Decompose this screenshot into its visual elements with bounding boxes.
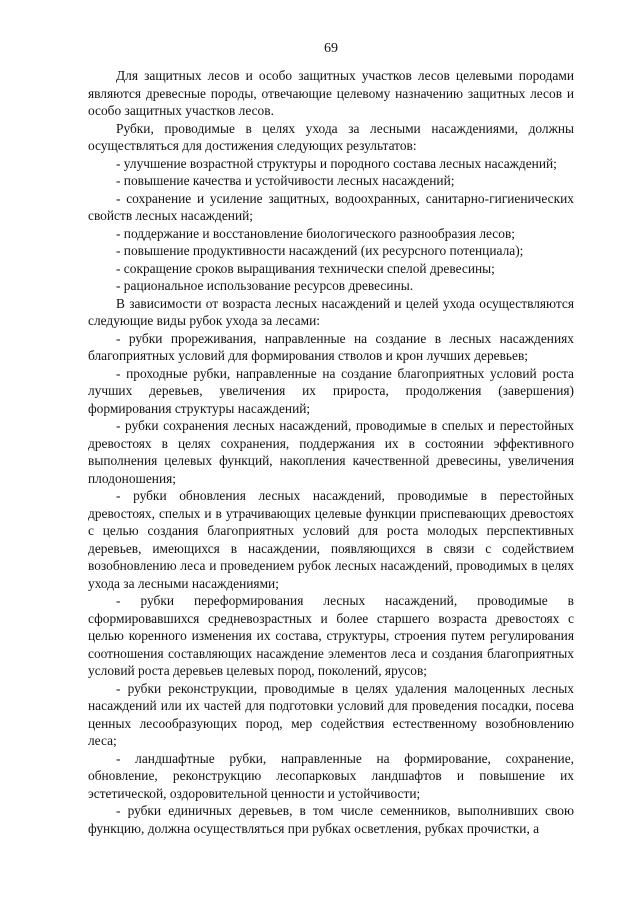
- list-item-thinning: - рубки прореживания, направленные на создание в лесных насаждениях благоприятных условий для формирования стволов и крон лучших деревьев;: [88, 330, 574, 363]
- paragraph-target-species: Для защитных лесов и особо защитных участков лесов целевыми породами являются древесные породы, отвечающие целевому назначению защитных лесов и особо защитных участков лесов.: [88, 68, 574, 118]
- list-item-growing-time: - сокращение сроков выращивания технически спелой древесины;: [116, 260, 495, 276]
- list-item-single-tree-cutting: - рубки единичных деревьев, в том числе семенников, выполнивших свою функцию, должна осуществляться при рубках осветления, рубках прочистки, а: [88, 803, 574, 836]
- paragraph-thinning-types-intro: В зависимости от возраста лесных насаждений и целей ухода осуществляются следующие виды рубок ухода за лесами:: [88, 295, 574, 328]
- list-item-landscape-cutting: - ландшафтные рубки, направленные на формирование, сохранение, обновление, реконструкцию лесопарковых ландшафтов и повышение их эстетической, оздоровительной ценности и устойчивости;: [88, 750, 574, 801]
- list-item-reformation-cutting: - рубки переформирования лесных насаждений, проводимые в сформировавшихся средневозрастных и более старшего возраста древостоях с целью коренного изменения их состава, структуры, строения путем регулирования соотношения составляющих насаждение элементов леса и создания благоприятных условий роста деревьев целевых пород, поколений, ярусов;: [88, 593, 574, 678]
- list-item-age-structure: - улучшение возрастной структуры и породного состава лесных насаждений;: [116, 155, 557, 171]
- list-item-protective-properties: - сохранение и усиление защитных, водоохранных, санитарно-гигиенических свойств лесных насаждений;: [88, 190, 574, 223]
- list-item-passage-cutting: - проходные рубки, направленные на создание благоприятных условий роста лучших деревьев, увеличения их прироста, продолжения (завершения) формирования структуры насаждений;: [88, 365, 574, 416]
- list-item-biodiversity: - поддержание и восстановление биологического разнообразия лесов;: [116, 225, 515, 241]
- list-item-rational-use: - рациональное использование ресурсов древесины.: [116, 278, 414, 293]
- list-item-renewal-cutting: - рубки обновления лесных насаждений, проводимые в перестойных древостоях, спелых и в утрачивающих целевые функции приспевающих древостоях с целью создания благоприятных условий для роста молодых перспективных деревьев, имеющихся в насаждении, появляющихся в связи с содействием возобновлению леса и проведением рубок лесных насаждений, проводимых в целях ухода за лесными насаждениями;: [88, 488, 574, 591]
- list-item-preservation-cutting: - рубки сохранения лесных насаждений, проводимые в спелых и перестойных древостоях в целях сохранения, поддержания их в состоянии эффективного выполнения целевых функций, накопления качественной древесины, увеличения плодоношения;: [88, 418, 574, 486]
- list-item-quality-stability: - повышение качества и устойчивости лесных насаждений;: [116, 173, 455, 188]
- document-page: [88, 40, 574, 837]
- list-item-productivity: - повышение продуктивности насаждений (их ресурсного потенциала);: [116, 243, 524, 258]
- list-item-reconstruction-cutting: - рубки реконструкции, проводимые в целях удаления малоценных лесных насаждений или их частей для подготовки условий для проведения посадки, посева ценных лесообразующих пород, мер содействия естественному возобновлению леса;: [88, 680, 574, 748]
- page-number: 69: [324, 41, 338, 56]
- paragraph-thinning-goals-intro: Рубки, проводимые в целях ухода за лесными насаждениями, должны осуществляться для достижения следующих результатов:: [88, 120, 574, 153]
